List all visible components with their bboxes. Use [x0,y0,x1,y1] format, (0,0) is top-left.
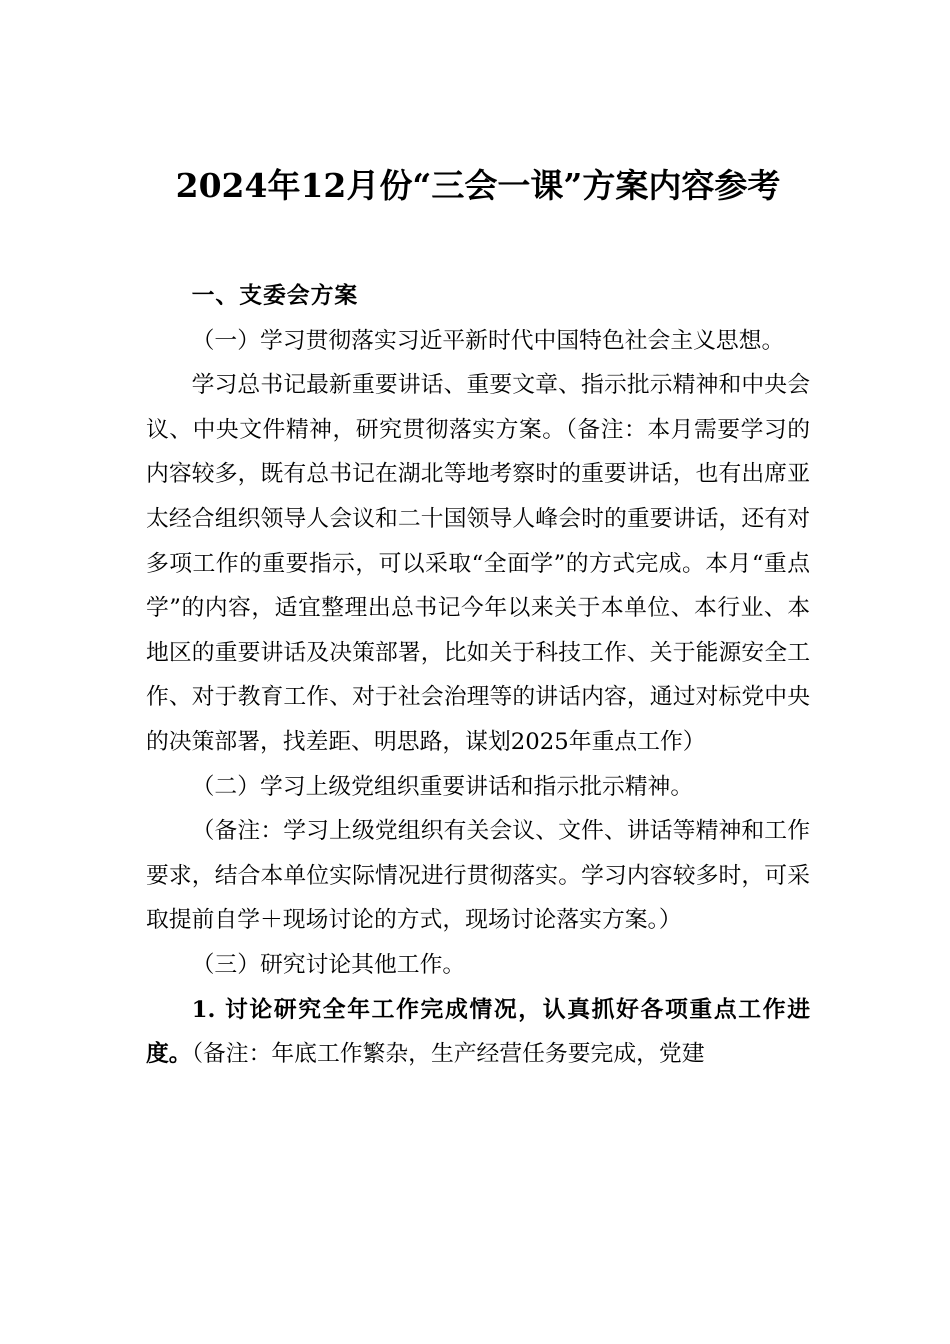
sub-item-1 [146,988,810,1077]
sub-item-1-heading: 1. 讨论研究全年工作完成情况，认真抓好各项重点工作进度。 [146,996,810,1068]
item-heading-3: （三）研究讨论其他工作。 [191,951,466,978]
item-heading-2: （二）学习上级党组织重要讲话和指示批示精神。 [191,773,694,800]
item-body-1: 学习总书记最新重要讲话、重要文章、指示批示精神和中央会议、中央文件精神，研究贯彻落实方案。（备注：本月需要学习的内容较多，既有总书记在湖北等地考察时的重要讲话，也有出席亚太经合组织领导人会议和二十国领导人峰会时的重要讲话，还有对多项工作的重要指示，可以采取“全面学”的方式完成。本月“重点学”的内容，适宜整理出总书记今年以来关于本单位、本行业、本地区的重要讲话及决策部署，比如关于科技工作、关于能源安全工作、对于教育工作、对于社会治理等的讲话内容，通过对标党中央的决策部署，找差距、明思路，谋划2025年重点工作） [146,372,810,755]
sub-item-1-body: （备注：年底工作繁杂，生产经营任务要完成，党建 [191,1041,705,1068]
section-heading-branch-committee: 一、支委会方案 [191,283,359,309]
document-title: 2024年12月份“三会一课”方案内容参考 [175,166,781,205]
item-body-2: （备注：学习上级党组织有关会议、文件、讲话等精神和工作要求，结合本单位实际情况进行贯彻落实。学习内容较多时，可采取提前自学＋现场讨论的方式，现场讨论落实方案。） [146,818,810,934]
document-page [146,150,810,1077]
item-heading-1: （一）学习贯彻落实习近平新时代中国特色社会主义思想。 [191,327,785,354]
document-body [146,274,810,1077]
